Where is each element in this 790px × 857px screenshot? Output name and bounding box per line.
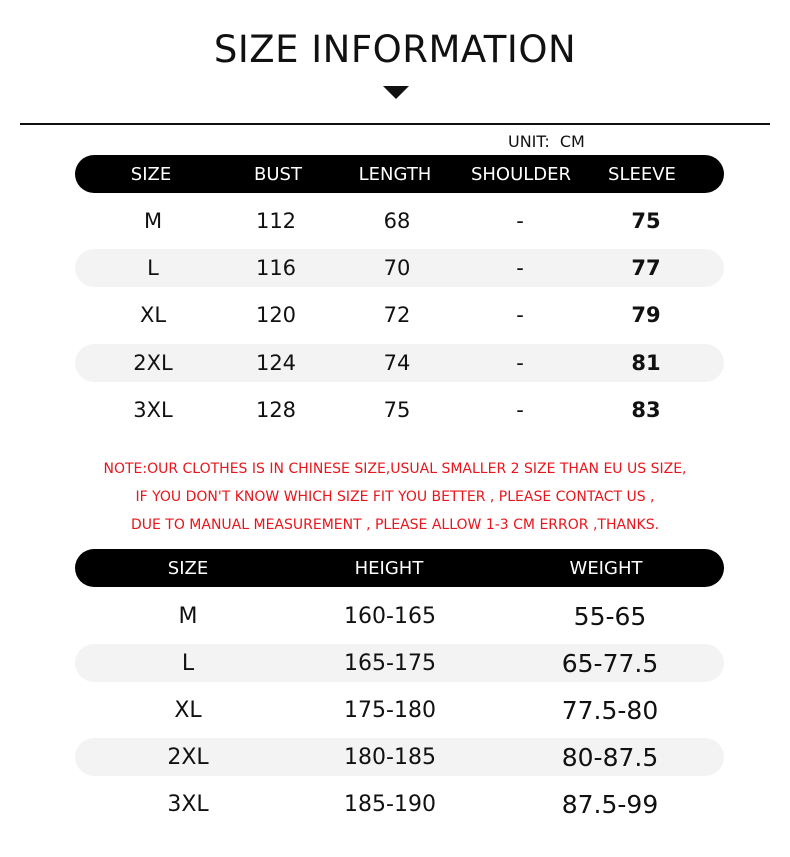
- cell-size: XL: [174, 697, 202, 723]
- table-row: [75, 391, 724, 429]
- fit-table-header: [75, 549, 724, 587]
- cell-size: 3XL: [133, 398, 173, 422]
- cell-size: M: [178, 603, 198, 629]
- table-row: [75, 738, 724, 776]
- cell-size: 2XL: [133, 351, 173, 375]
- cell-weight: 80-87.5: [561, 742, 659, 772]
- header-height: HEIGHT: [354, 557, 424, 579]
- cell-weight: 87.5-99: [561, 789, 659, 819]
- note-line-2: IF YOU DON'T KNOW WHICH SIZE FIT YOU BETTER , PLEASE CONTACT US ,: [135, 489, 655, 505]
- table-row: [75, 249, 724, 287]
- unit-label: [508, 132, 595, 151]
- cell-height: 175-180: [344, 697, 436, 723]
- cell-shoulder: -: [516, 351, 524, 375]
- cell-length: 68: [383, 209, 411, 233]
- unit-key: UNIT:: [508, 132, 550, 151]
- cell-length: 72: [383, 303, 411, 327]
- table-row: [75, 597, 724, 635]
- cell-bust: 128: [255, 398, 297, 422]
- cell-shoulder: -: [516, 398, 524, 422]
- table-row: [75, 202, 724, 240]
- cell-height: 180-185: [344, 744, 436, 770]
- cell-size: 2XL: [167, 744, 209, 770]
- page-title: SIZE INFORMATION: [213, 28, 577, 71]
- table-row: [75, 785, 724, 823]
- cell-length: 74: [383, 351, 411, 375]
- unit-value: CM: [559, 132, 585, 151]
- cell-weight: 55-65: [573, 601, 647, 631]
- cell-shoulder: -: [516, 256, 524, 280]
- table-row: [75, 344, 724, 382]
- header-length: LENGTH: [358, 163, 432, 185]
- cell-size: L: [181, 650, 195, 676]
- cell-shoulder: -: [516, 209, 524, 233]
- table-row: [75, 691, 724, 729]
- cell-size: M: [143, 209, 163, 233]
- cell-size: 3XL: [167, 791, 209, 817]
- cell-length: 75: [383, 398, 411, 422]
- cell-sleeve: 83: [631, 398, 661, 422]
- cell-size: XL: [139, 303, 167, 327]
- header-bust: BUST: [254, 163, 302, 185]
- note-line-3: DUE TO MANUAL MEASUREMENT , PLEASE ALLOW 1-3 CM ERROR ,THANKS.: [130, 517, 660, 533]
- cell-weight: 65-77.5: [561, 648, 659, 678]
- cell-bust: 124: [255, 351, 297, 375]
- cell-sleeve: 77: [631, 256, 661, 280]
- cell-shoulder: -: [516, 303, 524, 327]
- cell-length: 70: [383, 256, 411, 280]
- header-weight: WEIGHT: [569, 557, 643, 579]
- cell-sleeve: 75: [631, 209, 661, 233]
- header-shoulder: SHOULDER: [470, 163, 572, 185]
- table-row: [75, 644, 724, 682]
- cell-height: 165-175: [344, 650, 436, 676]
- cell-size: L: [147, 256, 159, 280]
- header-size: SIZE: [167, 557, 209, 579]
- note-line-1: NOTE:OUR CLOTHES IS IN CHINESE SIZE,USUAL SMALLER 2 SIZE THAN EU US SIZE,: [103, 461, 687, 477]
- cell-height: 160-165: [344, 603, 436, 629]
- cell-sleeve: 79: [631, 303, 661, 327]
- table-row: [75, 296, 724, 334]
- cell-bust: 116: [255, 256, 297, 280]
- cell-height: 185-190: [344, 791, 436, 817]
- header-sleeve: SLEEVE: [608, 163, 676, 185]
- cell-bust: 120: [255, 303, 297, 327]
- measurement-table-header: [75, 155, 724, 193]
- header-size: SIZE: [130, 163, 172, 185]
- cell-weight: 77.5-80: [561, 695, 659, 725]
- cell-sleeve: 81: [631, 351, 661, 375]
- cell-bust: 112: [255, 209, 297, 233]
- down-arrow-icon: [383, 86, 409, 99]
- divider: [20, 123, 770, 125]
